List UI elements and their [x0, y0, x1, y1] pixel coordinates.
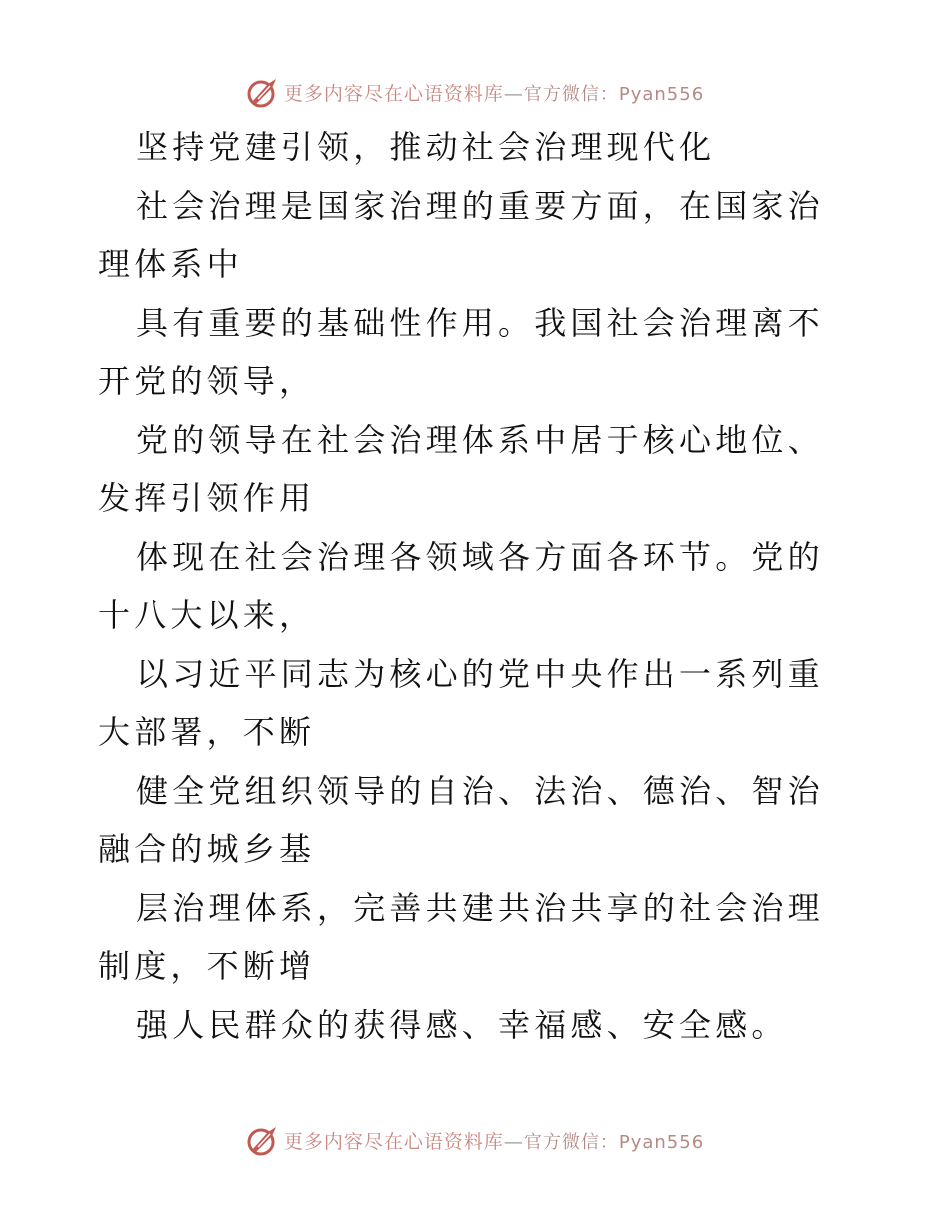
- watermark-main: 更多内容尽在心语资料库: [283, 82, 504, 105]
- document-body: [98, 118, 858, 1054]
- watermark-dash: —: [503, 82, 524, 105]
- watermark-text: [284, 79, 704, 106]
- header-watermark: [0, 72, 950, 112]
- quill-logo-icon: [246, 75, 280, 109]
- paragraph: 层治理体系，完善共建共治共享的社会治理制度，不断增: [98, 888, 824, 985]
- watermark-dash: —: [503, 1130, 524, 1153]
- watermark-tail: 官方微信：Pyan556: [523, 1131, 705, 1153]
- paragraph: 党的领导在社会治理体系中居于核心地位、发挥引领作用: [98, 420, 824, 517]
- paragraph: 具有重要的基础性作用。我国社会治理离不开党的领导，: [98, 303, 824, 400]
- watermark-text: [284, 1127, 704, 1154]
- paragraph: 社会治理是国家治理的重要方面，在国家治理体系中: [98, 186, 824, 283]
- watermark-tail: 官方微信：Pyan556: [523, 83, 705, 105]
- paragraph-title: 坚持党建引领，推动社会治理现代化: [136, 128, 716, 166]
- paragraph: 强人民群众的获得感、幸福感、安全感。: [136, 1005, 788, 1044]
- quill-logo-icon: [246, 1123, 280, 1157]
- paragraph: 体现在社会治理各领域各方面各环节。党的十八大以来，: [98, 537, 824, 634]
- paragraph: 以习近平同志为核心的党中央作出一系列重大部署，不断: [98, 654, 824, 751]
- paragraph: 健全党组织领导的自治、法治、德治、智治融合的城乡基: [98, 771, 824, 868]
- watermark-main: 更多内容尽在心语资料库: [283, 1130, 504, 1153]
- footer-watermark: [0, 1120, 950, 1160]
